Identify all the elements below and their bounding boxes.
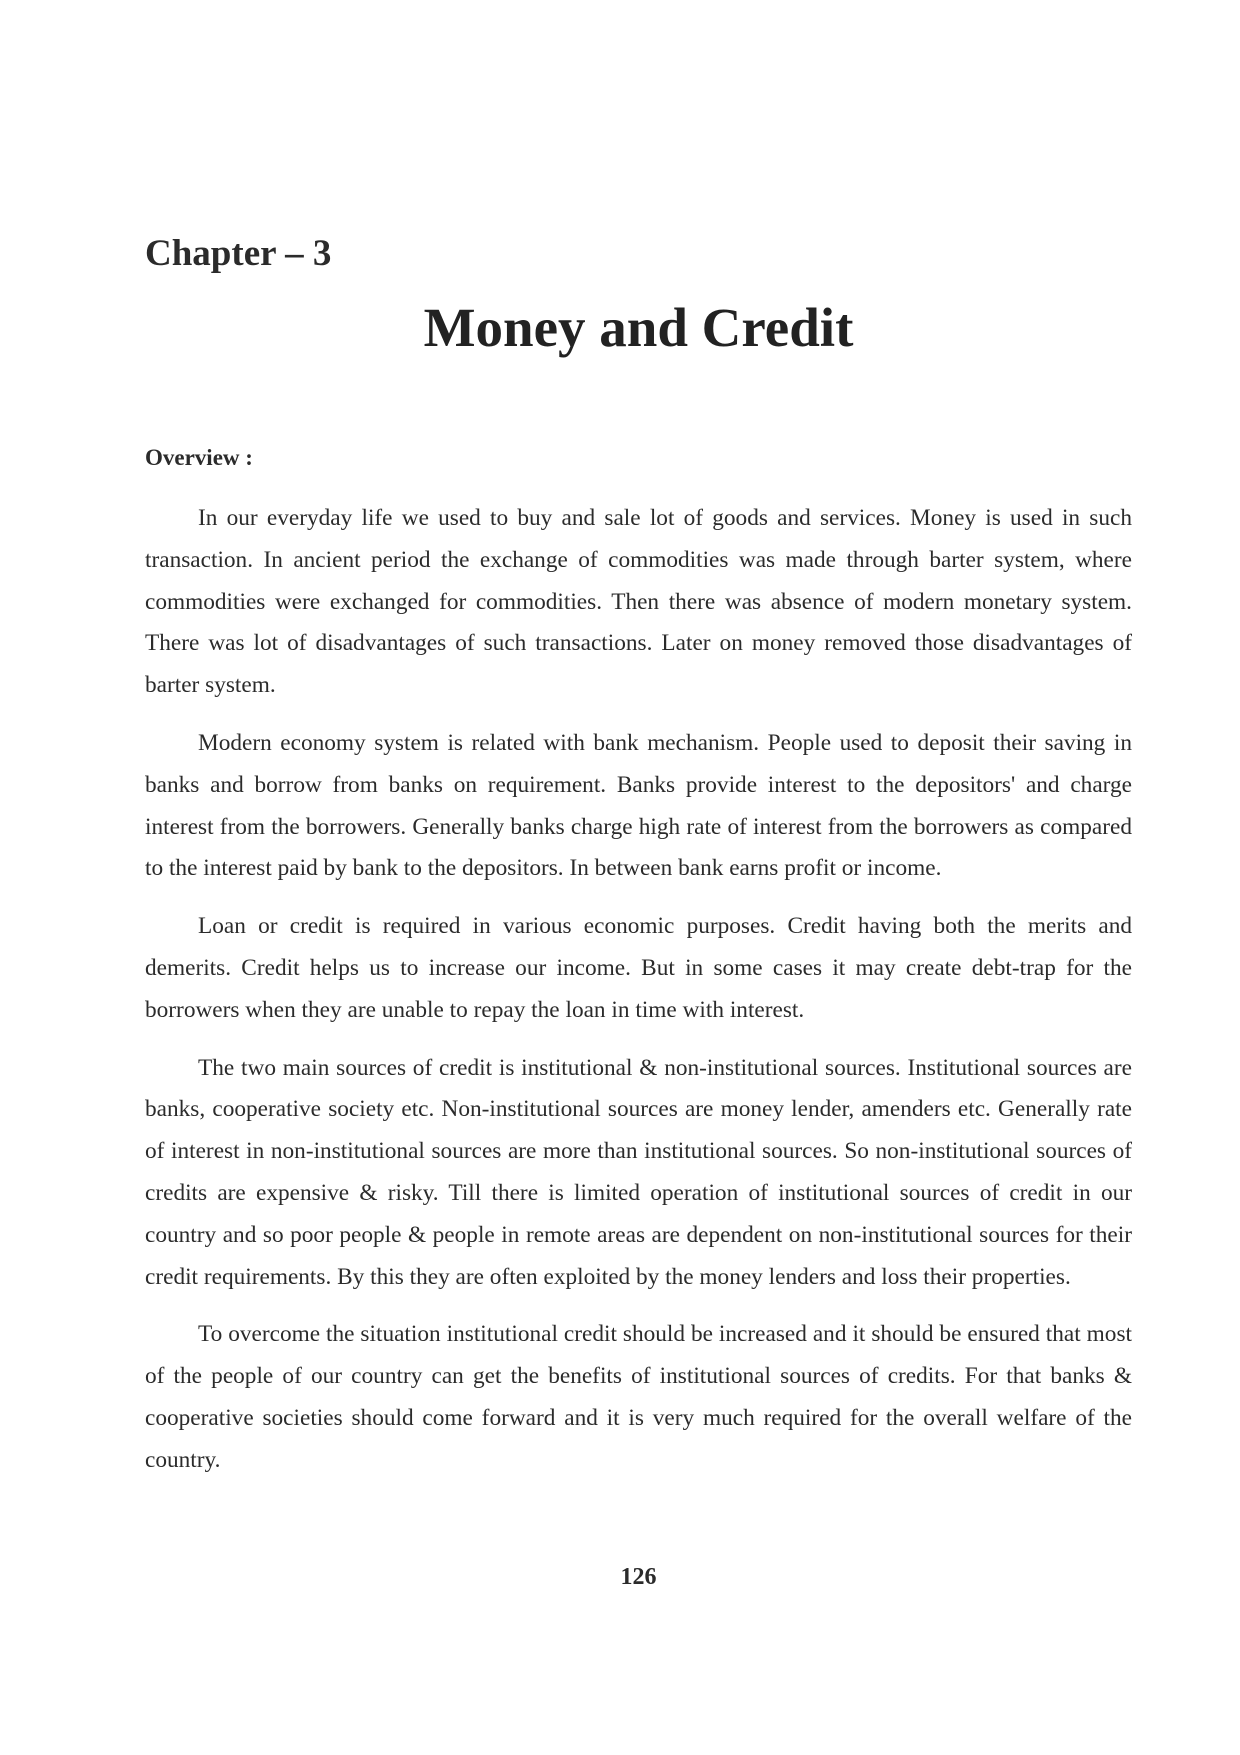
chapter-label: Chapter – 3 <box>145 233 332 274</box>
overview-heading: Overview : <box>145 445 253 470</box>
chapter-title: Money and Credit <box>423 297 854 358</box>
paragraph-loan-credit: Loan or credit is required in various economic purposes. Credit having both the merits and demerits. Credit helps us to increase our income. But in some cases it may create debt-trap for the borrowers when they are unable to repay the loan in time with interest. <box>145 913 1132 1023</box>
paragraph-credit-sources: The two main sources of credit is institutional & non-institutional sources. Institutional sources are banks, cooperative society etc. Non-institutional sources are money lender, amenders etc. Generally rate of interest in non-institutional sources are more than institutional sources. So non-institutional sources of credits are expensive & risky. Till there is limited operation of institutional sources of credit in our country and so poor people & people in remote areas are dependent on non-institutional sources for their credit requirements. By this they are often exploited by the money lenders and loss their properties. <box>145 1054 1132 1290</box>
page-number: 126 <box>620 1564 657 1590</box>
paragraph-bank-mechanism: Modern economy system is related with bank mechanism. People used to deposit their saving in banks and borrow from banks on requirement. Banks provide interest to the depositors' and charge interest from the borrowers. Generally banks charge high rate of interest from the borrowers as compared to the interest paid by bank to the depositors. In between bank earns profit or income. <box>145 729 1132 882</box>
paragraph-institutional-credit: To overcome the situation institutional credit should be increased and it should be ensured that most of the people of our country can get the benefits of institutional sources of credits. For that banks & cooperative societies should come forward and it is very much required for the overall welfare of the country. <box>145 1321 1132 1473</box>
paragraph-barter-system: In our everyday life we used to buy and sale lot of goods and services. Money is used in such transaction. In ancient period the exchange of commodities was made through barter system, where commodities were exchanged for commodities. Then there was absence of modern monetary system. There was lot of disadvantages of such transactions. Later on money removed those disadvantages of barter system. <box>145 505 1132 699</box>
overview-body <box>145 498 1132 1498</box>
